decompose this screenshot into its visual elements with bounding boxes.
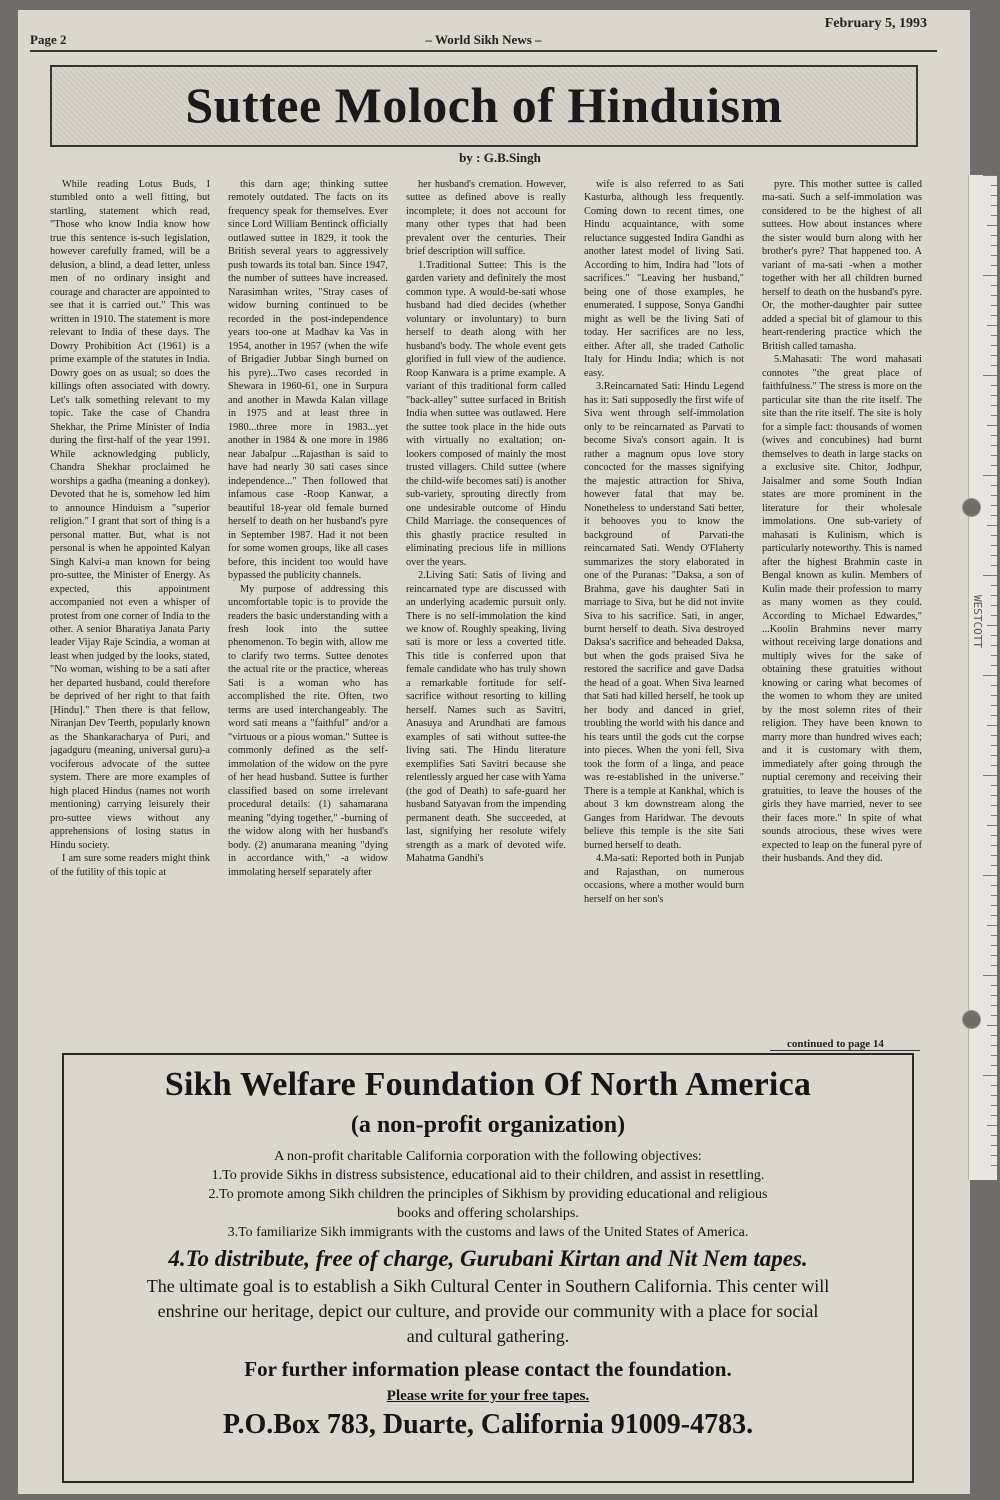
ruler-tick [987, 625, 997, 626]
ruler-tick [991, 885, 997, 886]
ruler-tick [991, 1155, 997, 1156]
ruler-tick [991, 1045, 997, 1046]
ad-address: P.O.Box 783, Duarte, California 91009-4783. [222, 1409, 754, 1440]
ruler-tick [991, 915, 997, 916]
ruler-tick [991, 265, 997, 266]
ruler-tick [991, 1145, 997, 1146]
ruler-tick [991, 935, 997, 936]
ruler-tick [991, 1095, 997, 1096]
byline: by : G.B.Singh [459, 150, 541, 165]
ruler-tick [991, 195, 997, 196]
ruler-tick [991, 185, 997, 186]
ruler-tick [991, 415, 997, 416]
paragraph: 4.Ma-sati: Reported both in Punjab and Rajasthan, on numerous occasions, where a mother would burn herself on her son's [584, 853, 744, 905]
headline: Suttee Moloch of Hinduism [185, 77, 783, 133]
ruler-tick [983, 275, 997, 276]
ruler-tick [991, 385, 997, 386]
ruler-tick [991, 865, 997, 866]
ruler-tick [991, 965, 997, 966]
ruler-tick [991, 765, 997, 766]
article-body [50, 178, 922, 1034]
ruler-tick [991, 685, 997, 686]
ruler-tick [991, 945, 997, 946]
ruler-tick [991, 555, 997, 556]
ruler-tick [991, 395, 997, 396]
ruler-tick [991, 215, 997, 216]
ruler-tick [991, 405, 997, 406]
ruler-tick [991, 665, 997, 666]
paragraph: My purpose of addressing this uncomfortable topic is to provide the readers the basic understanding with a fresh look into the suttee phenomenon. To begin with, allow me to clarify two terms. Suttee denotes the actual rite or the practice, whereas Sati is a woman who has accomplished the rite. Often, two terms are used interchangeably. The word sati means a "faithful" and/or a "virtuous or a pious woman." Suttee is commonly defined as the self-immolation of the widow on the pyre of her head husband. Suttee is further classified based on some irrelevant procedural details: (1) sahamarana meaning "dying together," -burning of the widow along with her husband's body. (2) anumarana meaning "dying in accordance with," -a widow immolating herself separately after [228, 583, 388, 878]
page-number: Page 2 [30, 32, 67, 47]
ruler-tick [987, 325, 997, 326]
ad-call-to-action: Please write for your free tapes. [386, 1388, 590, 1404]
ruler-tick [991, 205, 997, 206]
article-column-2 [228, 178, 388, 1034]
ruler-tick [983, 975, 997, 976]
ruler-tick [987, 825, 997, 826]
ruler-tick [991, 1035, 997, 1036]
ruler-tick [983, 1075, 997, 1076]
ruler-tick [991, 365, 997, 366]
ruler-tick [991, 515, 997, 516]
ruler-tick [991, 735, 997, 736]
paragraph: her husband's cremation. However, suttee as defined above is really incomplete; it does not account for many other types that had been prevalent over the centuries. Their brief description will suffice. [406, 179, 566, 258]
ruler-tick [991, 1065, 997, 1066]
paragraph: While reading Lotus Buds, I stumbled onto a well fitting, but startling, statement which read, "Those who know India know how true this sentence is-such legislation, however carefully framed, will be a delusion, a blind, a dead letter, unless men of no ordinary insight and courage and character are appointed to see that it is carried out." This was written in 1910. The statement is more relevant to India of these days. The Dowry Prohibition Act (1961) is a prime example of the statutes in India. Dowry goes on as usual; so does the killings often associated with dowry. Let's talk something relevant to my topic. Take the case of Chandra Shekhar, the Prime Minister of India during the first-half of the year 1991. While acknowledging publicly, Chandra Shekhar proclaimed he worships a gadha (meaning a donkey). Devoted that he is, somehow led him to announce Hinduism a "superior religion." I grant that sort of thing is a personal matter. But, what is not personal is when he appointed Kalyan Singh Kalvi-a man known for being pro-suttee, the Minister of Energy. As expected, this appointment accompanied not even a whisper of protest from one corner of India to the other. A senior Bharatiya Janata Party leader Vijay Raje Scindia, a woman at least when judged by the looks, stated, "No woman, wishing to be a sati after her departed husband, could therefore be deprived of her right to that faith [Hindu]." Then there is that fellow, Niranjan Dev Teerth, popularly known as the Shankaracharya of Puri, and jagadguru (meaning, universal guru)-a vociferous advocate of the suttee system. There are more examples of high placed Hindus (names not worth mentioning) carrying leisurely their pro-suttee views without any apprehensions of losing status in Hindu society. [50, 179, 210, 851]
ruler-tick [991, 1005, 997, 1006]
paragraph: 1.Traditional Suttee: This is the garden variety and definitely the most common type. A would-be-sati whose husband had died decides (whether voluntary or involuntary) to burn herself to death along with her husband's body. The whole event gets glorified in full view of the audience. Roop Kanwara is a prime example. A variant of this traditional form called "back-alley" suttee surfaced in British India when suttee was outlawed. Here the suttee took place in the hide outs with virtually no exaltation; on-lookers composed of mainly the most trusted villagers. Child suttee (where the child-wife becomes sati) is another sub-variety, sprouting directly from one undesirable outcome of Hindu Child Marriage. the consequences of this ghastly practice resulted in eliminating precious life in millions over the years. [406, 259, 566, 568]
article-column-4 [584, 178, 744, 1034]
paragraph: 2.Living Sati: Satis of living and reincarnated type are discussed with an underlying academic pursuit only. There is no self-immolation the kind we know of. Roughly speaking, living sati is more or less a coverted title. This title is conferred upon that female candidate who has truly shown a remarkable fortitude for self-sacrifice without resorting to killing herself. Names such as Savitri, Anasuya and Arundhati are famous examples of sati without suttee-the living sati. The Hindu literature exemplifies Sati Savitri because she relentlessly argued her case with Yama (the god of Death) to safe-guard her husband Satyavan from the impending permanent death. She succeeded, at last, signifying her resolute wifely strength as a mark of devoted wife. Mahatma Gandhi's [406, 570, 566, 865]
ruler-tick [991, 255, 997, 256]
ruler-tick [991, 835, 997, 836]
ad-objective-2: 2.To promote among Sikh children the principles of Sikhism by providing educational and religious books and offering scholarships. [208, 1187, 768, 1221]
continued-rule [770, 1050, 920, 1051]
ruler-tick [983, 775, 997, 776]
ruler-tick [991, 605, 997, 606]
ruler-tick [991, 355, 997, 356]
ruler-tick [991, 305, 997, 306]
ruler-tick [991, 235, 997, 236]
ruler-tick [991, 785, 997, 786]
ruler [968, 175, 997, 1180]
ruler-tick [987, 1125, 997, 1126]
headline-box [50, 65, 918, 147]
ruler-tick [991, 505, 997, 506]
ruler-tick [991, 435, 997, 436]
ruler-tick [991, 905, 997, 906]
ruler-tick [991, 495, 997, 496]
ruler-tick [991, 535, 997, 536]
ruler-tick [991, 815, 997, 816]
paragraph: this darn age; thinking suttee remotely outdated. The facts on its frequency speak for themselves. Ever since Lord William Bentinck officially outlawed suttee in 1829, it took the British several years to aggressively push towards its total ban. Since 1947, the number of suttees have increased. Narasimhan writes, "Stray cases of widow burning continued to be recorded in the post-independence years too-one at Madhav ka Vas in 1954, another in 1957 (when the wife of Brigadier Jubbar Singh burned on his pyre)...Two cases recorded in Shewara in 1960-61, one in Surpura and another in Mawda Kalan village in 1975 and at least three in 1980...three more in 1983...yet another in 1984 & one more in 1986 near Jabalpur ...Rajasthan is said to have had nearly 30 sati cases since independence..." Then followed that infamous case -Roop Kanwar, a beautiful 18-year old female burned herself to death on her husband's pyre in September 1987. Had it not been for some women groups, like all cases before, this incident too would have bypassed the publicity channels. [228, 179, 388, 582]
ruler-tick [991, 245, 997, 246]
ruler-tick [991, 995, 997, 996]
ruler-tick [991, 455, 997, 456]
ruler-tick [991, 335, 997, 336]
ruler-tick [987, 425, 997, 426]
issue-date: February 5, 1993 [824, 16, 927, 31]
ruler-tick [991, 585, 997, 586]
ad-goal: The ultimate goal is to establish a Sikh Cultural Center in Southern California. This center will enshrine our heritage, depict our culture, and provide our community with a place for social and cultural gathering. [146, 1276, 830, 1346]
ruler-tick [991, 645, 997, 646]
ruler-tick [991, 465, 997, 466]
ad-objective-1: 1.To provide Sikhs in distress subsistence, educational aid to their children, and assist in resettling. [211, 1168, 765, 1183]
ruler-tick [991, 1085, 997, 1086]
ad-objective-4: 4.To distribute, free of charge, Gurubani Kirtan and Nit Nem tapes. [168, 1246, 808, 1271]
ad-title: Sikh Welfare Foundation Of North America [164, 1066, 812, 1103]
paragraph: pyre. This mother suttee is called ma-sati. Such a self-immolation was considered to be the highest of all suttees. How about instances where the sister would burn along with her brother's pyre? That happened too. A variant of ma-sati -when a mother together with her all children burned herself to death on the husband's pyre. Or, the mother-daughter pair suttee added a special bit of glamour to this heart-rendering practice which the British called tamasha. [762, 179, 922, 352]
article-column-5 [762, 178, 922, 1034]
binder-hole [962, 1010, 981, 1029]
ruler-tick [991, 565, 997, 566]
ruler-tick [987, 225, 997, 226]
ruler-tick [987, 525, 997, 526]
ruler-tick [987, 925, 997, 926]
ad-objective-3: 3.To familiarize Sikh immigrants with the customs and laws of the United States of America. [227, 1225, 749, 1240]
ruler-tick [991, 1055, 997, 1056]
continued-note: continued to page 14 [787, 1038, 884, 1050]
ruler-tick [991, 745, 997, 746]
ruler-tick [983, 475, 997, 476]
ruler-tick [991, 1165, 997, 1166]
ruler-tick [991, 445, 997, 446]
paragraph: wife is also referred to as Sati Kasturba, although less frequently. Coming down to recent times, one Hindu acquaintance, with some reluctance suggested Indira Gandhi as another latest model of living Sati. According to him, Indira had "lots of sacrifices." "Leaving her husband," being one of those examples, he enumerated. I suppose, Sonya Gandhi might as well be the living Sati of today. Her sacrifices are no less, either. After all, she traded Catholic Italy for Hindu India; which is not easy. [584, 179, 744, 379]
paragraph: 3.Reincarnated Sati: Hindu Legend has it: Sati supposedly the first wife of Siva went through self-immolation only to be reincarnated as Parvati to become Siva's consort again. It is rather a magnum opus love story concocted for the masses signifying the majestic attraction for Shiva, however fatal that may be. Nonetheless to understand Sati better, it behooves you to know the background of Parvati-the reincarnated Sati. Wendy O'Flaherty summarizes the story elaborated in one of the Puranas: "Daksa, a son of Brahma, gave his daughter Sati in marriage to Siva, but he did not invite Siva to his sacrifice. Sati, in anger, burnt herself to death. Siva destroyed Daksa's sacrifice and beheaded Daksa, but when the gods praised Siva he restored the sacrifice and gave Dadsa the head of a goat. When Siva learned that Sati had killed herself, he took up her body and danced in grief, troubling the world with his dance and his tears until the gods cut the corpse into pieces. When the yoni fell, Siva took the form of a linga, and peace was re-established in the universe." There is a temple at Kankhal, which is about 3 km downstream along the Ganges from Haridwar. The devouts believe this temple is the site Sati burned herself to death. [584, 381, 744, 851]
ruler-tick [991, 545, 997, 546]
article-column-1 [50, 178, 210, 1034]
ruler-tick [991, 1015, 997, 1016]
header-rule [30, 50, 937, 52]
article-column-3 [406, 178, 566, 1034]
ad-subtitle: (a non-profit organization) [350, 1112, 626, 1138]
ruler-tick [983, 375, 997, 376]
ruler-tick [983, 175, 997, 176]
ruler-tick [991, 715, 997, 716]
ruler-tick [991, 805, 997, 806]
ruler-tick [987, 725, 997, 726]
ruler-tick [991, 295, 997, 296]
ruler-tick [983, 575, 997, 576]
ruler-tick [991, 845, 997, 846]
ruler-tick [983, 875, 997, 876]
ruler-tick [991, 595, 997, 596]
ruler-tick [991, 655, 997, 656]
ruler-tick [991, 285, 997, 286]
ad-intro: A non-profit charitable California corporation with the following objectives: [274, 1149, 702, 1164]
paragraph: 5.Mahasati: The word mahasati connotes "the great place of faithfulness." The stress is more on the particular site than the rite itself. The site than the rite itself. The site is holy for a simple fact: thousands of women (wives and concubines) had burnt themselves to death in large stacks on a exclusive site. Chitor, Jodhpur, Jaisalmer and some South Indian states are more prominent in the literature for their wholesale immolations. One sub-variety of mahasati is Kulinism, which is particularly noteworthy. This is named after the highest Brahmin caste in Bengal known as kulin. Members of Kulin made their profession to marry as many women as they could. According to Michael Edwardes," ...Koolin Brahmins never marry without receiving large donations and multiply wives for the sake of obtaining these gratuities without knowing or caring what becomes of the women to whom they are united by the most solemn rites of their religion. They have been known to marry more than hundred wives each; and it is customary with them, immediately after going through the nuptial ceremony and receiving their gratuities, to leave the houses of the girls they have married, never to see their faces more." In spite of what sounds atrocious, these wives were expected to leap on the funeral pyre of their husbands. And they did. [762, 354, 922, 865]
ruler-tick [991, 855, 997, 856]
ruler-tick [991, 635, 997, 636]
ruler-tick [991, 695, 997, 696]
ruler-tick [991, 1115, 997, 1116]
ruler-tick [991, 345, 997, 346]
ruler-tick [991, 315, 997, 316]
binder-hole [962, 498, 981, 517]
masthead: – World Sikh News – [425, 32, 542, 47]
ruler-tick [991, 615, 997, 616]
advertisement-box [62, 1053, 914, 1483]
ruler-tick [991, 1135, 997, 1136]
ruler-tick [983, 675, 997, 676]
ad-contact: For further information please contact the foundation. [244, 1357, 732, 1381]
ruler-tick [991, 705, 997, 706]
paragraph: I am sure some readers might think of the futility of this topic at [50, 853, 210, 878]
ruler-tick [991, 1105, 997, 1106]
ruler-tick [991, 955, 997, 956]
ruler-tick [991, 485, 997, 486]
ruler-tick [991, 755, 997, 756]
ruler-tick [991, 985, 997, 986]
ruler-tick [991, 795, 997, 796]
ruler-tick [987, 1025, 997, 1026]
ruler-label: WESTCOTT [971, 595, 984, 648]
ruler-tick [991, 895, 997, 896]
